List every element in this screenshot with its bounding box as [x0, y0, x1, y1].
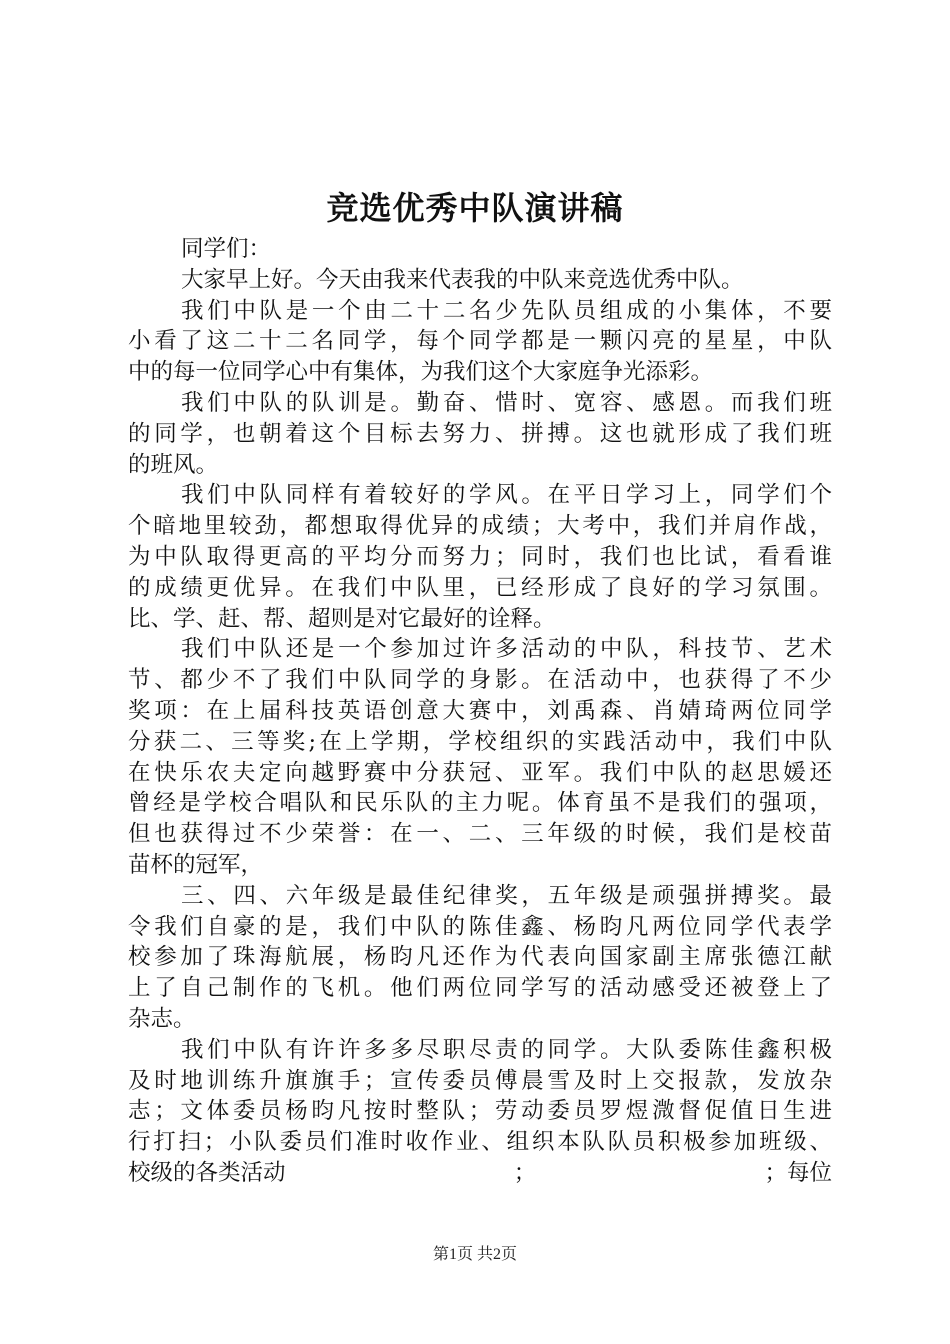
text-line-last	[128, 1158, 832, 1189]
text-line: 上了自己制作的飞机。他们两位同学写的活动感受还被登上了	[128, 975, 832, 1002]
text-line: 校参加了珠海航展，杨昀凡还作为代表向国家副主席张德江献	[128, 944, 832, 971]
text-line: 的成绩更优异。在我们中队里，已经形成了良好的学习氛围。	[128, 574, 832, 601]
text-line: 分获二、三等奖;在上学期，学校组织的实践活动中，我们中队	[128, 728, 832, 755]
text-line: 中的每一位同学心中有集体，为我们这个大家庭争光添彩。	[128, 359, 714, 386]
text-line: 个暗地里较劲，都想取得优异的成绩；大考中，我们并肩作战，	[128, 513, 832, 540]
text-line: 我们中队的队训是。勤奋、惜时、宽容、感恩。而我们班	[181, 389, 832, 416]
document-body	[128, 234, 832, 1189]
text-line: 的同学，也朝着这个目标去努力、拼搏。这也就形成了我们班	[128, 420, 832, 447]
page-number: 第1页 共2页	[432, 1246, 517, 1263]
text-line: 但也获得过不少荣誉：在一、二、三年级的时候，我们是校苗	[128, 821, 832, 848]
text-line: 节、都少不了我们中队同学的身影。在活动中，也获得了不少	[128, 667, 832, 694]
text-line: 我们中队还是一个参加过许多活动的中队，科技节、艺术	[181, 636, 832, 663]
text-line: 令我们自豪的是，我们中队的陈佳鑫、杨昀凡两位同学代表学	[128, 913, 832, 940]
text-line: 我们中队有许许多多尽职尽责的同学。大队委陈佳鑫积极	[181, 1036, 832, 1063]
text-line: 为中队取得更高的平均分而努力；同时，我们也比试，看看谁	[128, 543, 832, 570]
text-segment: ；	[513, 1159, 537, 1186]
text-line: 三、四、六年级是最佳纪律奖，五年级是顽强拼搏奖。最	[181, 882, 832, 909]
text-line: 小看了这二十二名同学，每个同学都是一颗闪亮的星星，中队	[128, 328, 832, 355]
text-segment: 校级的各类活动	[128, 1159, 286, 1186]
text-line: 同学们：	[181, 236, 272, 262]
text-line: 志；文体委员杨昀凡按时整队；劳动委员罗煜溦督促值日生进	[128, 1098, 832, 1125]
text-line: 的班风。	[128, 451, 219, 478]
page-title: 竞选优秀中队演讲稿	[326, 189, 624, 227]
text-line: 比、学、赶、帮、超则是对它最好的诠释。	[128, 605, 556, 632]
text-line: 及时地训练升旗旗手；宣传委员傅晨雪及时上交报款，发放杂	[128, 1067, 832, 1094]
text-line: 奖项：在上届科技英语创意大赛中，刘禹森、肖婧琦两位同学	[128, 697, 832, 724]
text-line: 我们中队同样有着较好的学风。在平日学习上，同学们个	[181, 482, 832, 509]
text-line: 大家早上好。今天由我来代表我的中队来竞选优秀中队。	[181, 266, 744, 293]
text-line: 在快乐农夫定向越野赛中分获冠、亚军。我们中队的赵思媛还	[128, 759, 832, 786]
text-line: 杂志。	[128, 1005, 196, 1032]
text-segment: ；每位	[764, 1159, 832, 1186]
text-line: 我们中队是一个由二十二名少先队员组成的小集体，不要	[181, 297, 832, 324]
text-line: 行打扫；小队委员们准时收作业、组织本队队员积极参加班级、	[128, 1129, 832, 1156]
text-line: 苗杯的冠军，	[128, 851, 264, 878]
text-line: 曾经是学校合唱队和民乐队的主力呢。体育虽不是我们的强项，	[128, 790, 832, 817]
